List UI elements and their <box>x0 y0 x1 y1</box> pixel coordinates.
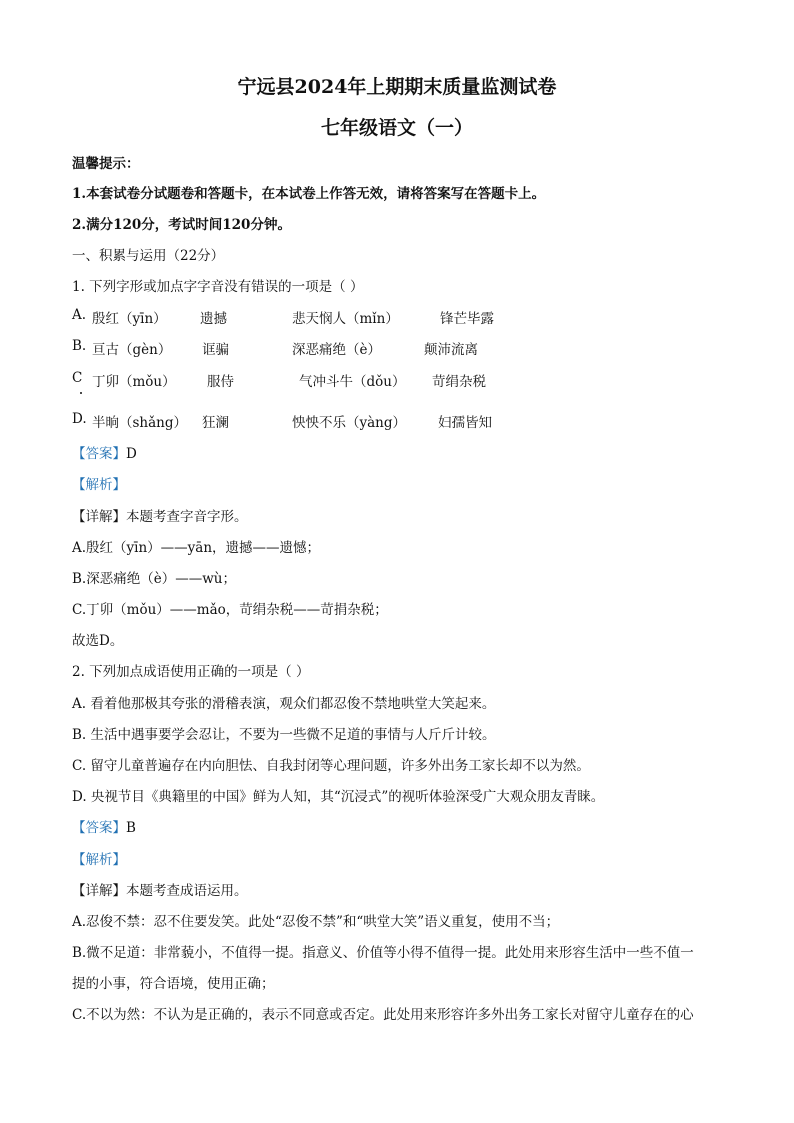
notice-item-1: 1.本套试卷分试题卷和答题卡，在本试卷上作答无效，请将答案写在答题卡上。 <box>72 186 546 202</box>
q1-explain-line: C.丁卯（mǒu）——mǎo，苛绢杂税——苛捐杂税； <box>72 602 388 618</box>
q1-analysis-tag: 【解析】 <box>72 477 126 493</box>
q2-detail: 【详解】本题考查成语运用。 <box>72 883 248 899</box>
q1-option-b-cell: 深恶痛绝（è） <box>292 342 381 358</box>
q1-option-a-cell: 锋芒毕露 <box>440 311 494 327</box>
answer-value: D <box>126 446 137 462</box>
q1-explain-line: 故选D。 <box>72 633 124 649</box>
q1-option-d-cell: 狂澜 <box>202 415 229 431</box>
notice-label: 温馨提示： <box>72 156 140 172</box>
q1-option-c-cell: 苛绢杂税 <box>432 374 486 390</box>
q2-answer <box>72 816 136 836</box>
answer-value: B <box>126 820 136 836</box>
q2-analysis-tag: 【解析】 <box>72 852 126 868</box>
q1-option-d-cell: 半晌（shǎng） <box>92 415 188 431</box>
q1-option-a-label: A. <box>72 307 87 323</box>
q1-option-c-cell: 丁卯（mǒu） <box>92 374 176 390</box>
answer-tag: 【答案】 <box>72 446 126 462</box>
q2-option: C. 留守儿童普遍存在内向胆怯、自我封闭等心理问题，许多外出务工家长却不以为然。 <box>72 758 590 774</box>
answer-tag: 【答案】 <box>72 820 126 836</box>
question-2-stem: 2. 下列加点成语使用正确的一项是（ ） <box>72 664 310 680</box>
q2-option: D. 央视节目《典籍里的中国》鲜为人知，其“沉浸式”的视听体验深受广大观众朋友青睐。 <box>72 789 605 805</box>
q1-option-b-cell: 颠沛流离 <box>424 342 478 358</box>
q2-explain-line: A.忍俊不禁：忍不住要发笑。此处“忍俊不禁”和“哄堂大笑”语义重复，使用不当； <box>72 914 560 930</box>
q1-explain-line: A.殷红（yīn）——yān，遗撼——遗憾； <box>72 540 321 556</box>
q1-option-b-cell: 诓骗 <box>202 342 229 358</box>
emphasis-dot <box>80 392 82 394</box>
question-1-stem: 1. 下列字形或加点字字音没有错误的一项是（ ） <box>72 279 364 295</box>
q1-option-a-cell: 殷红（yīn） <box>92 311 167 327</box>
q1-option-a-cell: 遗撼 <box>200 311 227 327</box>
notice-item-2: 2.满分120分，考试时间120分钟。 <box>72 217 291 233</box>
q1-option-c-label: C <box>72 370 83 386</box>
q2-explain-line: 提的小事，符合语境，使用正确； <box>72 976 275 992</box>
exam-subtitle: 七年级语文（一） <box>320 117 473 139</box>
q2-explain-line: B.微不足道：非常藐小，不值得一提。指意义、价值等小得不值得一提。此处用来形容生活中一些不值一 <box>72 945 694 961</box>
q2-option: A. 看着他那极其夸张的滑稽表演，观众们都忍俊不禁地哄堂大笑起来。 <box>72 696 496 712</box>
q1-option-c-cell: 气冲斗牛（dǒu） <box>299 374 406 390</box>
q1-option-b-cell: 亘古（gèn） <box>92 342 172 358</box>
q2-option: B. 生活中遇事要学会忍让，不要为一些微不足道的事情与人斤斤计较。 <box>72 727 496 743</box>
q1-option-d-label: D. <box>72 411 87 427</box>
q1-detail: 【详解】本题考查字音字形。 <box>72 509 248 525</box>
q1-option-d-cell: 怏怏不乐（yàng） <box>292 415 407 431</box>
exam-title: 宁远县2024年上期期末质量监测试卷 <box>237 76 557 98</box>
q2-explain-line: C.不以为然：不认为是正确的，表示不同意或否定。此处用来形容许多外出务工家长对留守儿童存在的心 <box>72 1007 694 1023</box>
q1-answer <box>72 442 137 462</box>
section-heading: 一、积累与运用（22分） <box>72 248 225 264</box>
q1-explain-line: B.深恶痛绝（è）——wù； <box>72 571 236 587</box>
q1-option-a-cell: 悲天悯人（mǐn） <box>292 311 399 327</box>
q1-option-c-cell: 服侍 <box>207 374 234 390</box>
q1-option-b-label: B. <box>72 338 87 354</box>
q1-option-d-cell: 妇孺皆知 <box>438 415 492 431</box>
